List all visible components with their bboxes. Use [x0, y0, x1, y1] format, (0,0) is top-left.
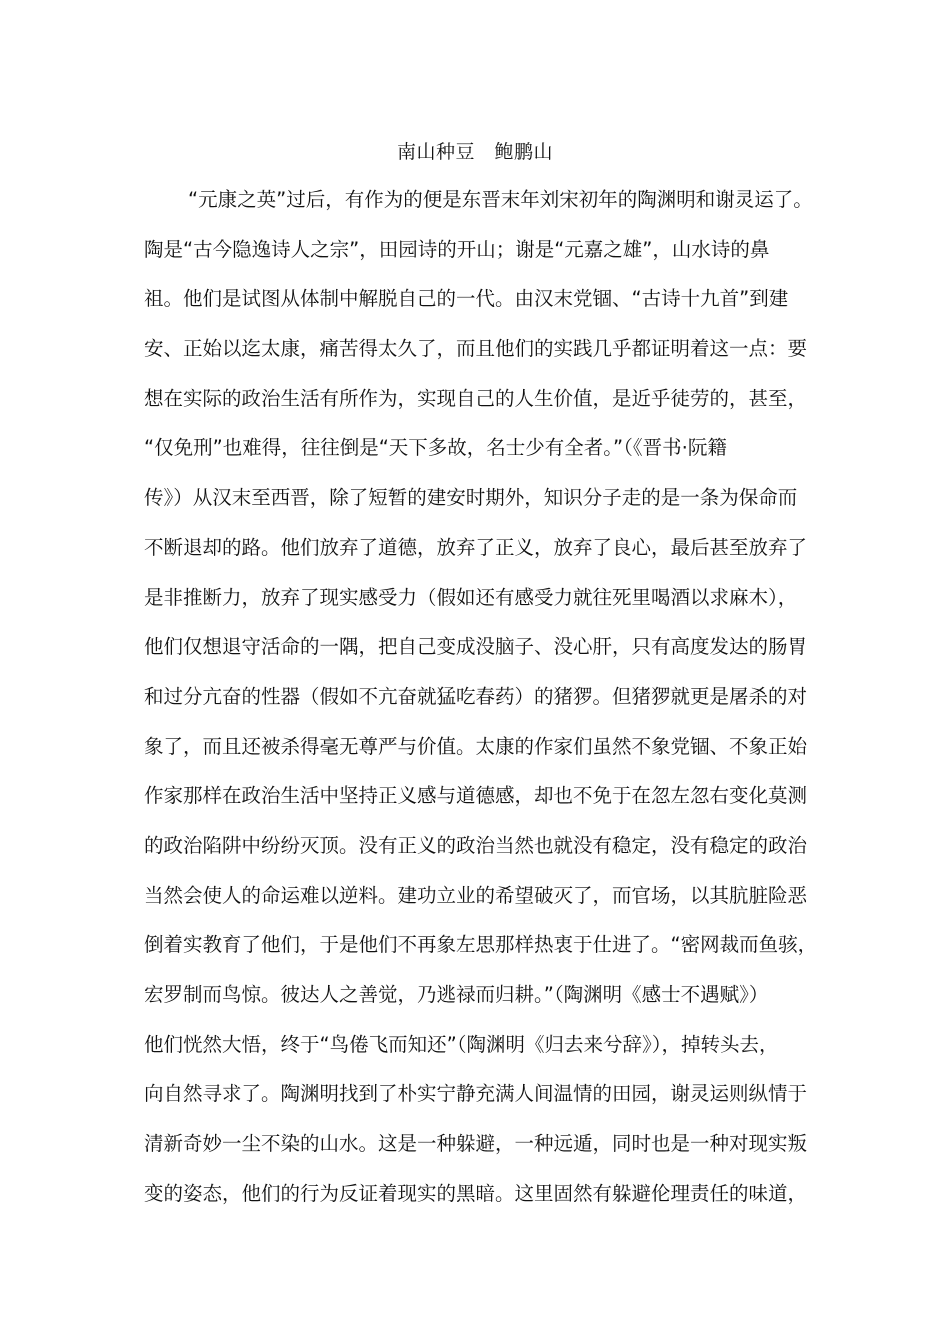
text-line: “仅免刑”也难得，往往倒是“天下多故，名士少有全者。”（《晋书·阮籍 — [144, 436, 727, 460]
document-body — [144, 182, 824, 1225]
text-line: 他们恍然大悟，终于“鸟倦飞而知还”（陶渊明《归去来兮辞》），掉转头去， — [144, 1032, 779, 1056]
text-line: 安、正始以迄太康，痛苦得太久了，而且他们的实践几乎都证明着这一点：要 — [144, 337, 808, 361]
text-line: 他们仅想退守活命的一隅，把自己变成没脑子、没心肝，只有高度发达的肠胃 — [144, 635, 808, 659]
text-line: 向自然寻求了。陶渊明找到了朴实宁静充满人间温情的田园，谢灵运则纵情于 — [144, 1082, 808, 1106]
document-title: 南山种豆 鲍鹏山 — [396, 141, 553, 163]
text-line: 变的姿态，他们的行为反证着现实的黑暗。这里固然有躲避伦理责任的味道， — [144, 1181, 808, 1205]
text-line: 当然会使人的命运难以逆料。建功立业的希望破灭了，而官场，以其肮脏险恶 — [144, 883, 808, 907]
text-line: 象了，而且还被杀得毫无尊严与价值。太康的作家们虽然不象党锢、不象正始 — [144, 734, 808, 758]
text-line: 是非推断力，放弃了现实感受力（假如还有感受力就往死里喝酒以求麻木）， — [144, 585, 798, 609]
text-line: “元康之英”过后，有作为的便是东晋末年刘宋初年的陶渊明和谢灵运了。 — [188, 188, 813, 211]
text-line: 祖。他们是试图从体制中解脱自己的一代。由汉末党锢、“古诗十九首”到建 — [144, 287, 789, 311]
text-line: 的政治陷阱中纷纷灭顶。没有正义的政治当然也就没有稳定，没有稳定的政治 — [144, 833, 808, 857]
text-line: 作家那样在政治生活中坚持正义感与道德感，却也不免于在忽左忽右变化莫测 — [144, 784, 808, 808]
text-line: 陶是“古今隐逸诗人之宗”，田园诗的开山；谢是“元嘉之雄”，山水诗的鼻 — [144, 237, 770, 261]
text-line: 清新奇妙一尘不染的山水。这是一种躲避，一种远遁，同时也是一种对现实叛 — [144, 1132, 808, 1156]
text-line: 宏罗制而鸟惊。彼达人之善觉，乃逃禄而归耕。”（陶渊明《感士不遇赋》） — [144, 983, 769, 1006]
text-line: 想在实际的政治生活有所作为，实现自己的人生价值，是近乎徒劳的，甚至， — [144, 386, 808, 410]
text-line: 倒着实教育了他们，于是他们不再象左思那样热衷于仕进了。“密网裁而鱼骇， — [144, 933, 818, 957]
text-line: 不断退却的路。他们放弃了道德，放弃了正义，放弃了良心，最后甚至放弃了 — [144, 535, 808, 559]
text-line: 和过分亢奋的性器（假如不亢奋就猛吃春药）的猪猡。但猪猡就更是屠杀的对 — [144, 684, 808, 708]
text-line: 传》）从汉末至西晋，除了短暂的建安时期外，知识分子走的是一条为保命而 — [144, 486, 798, 510]
